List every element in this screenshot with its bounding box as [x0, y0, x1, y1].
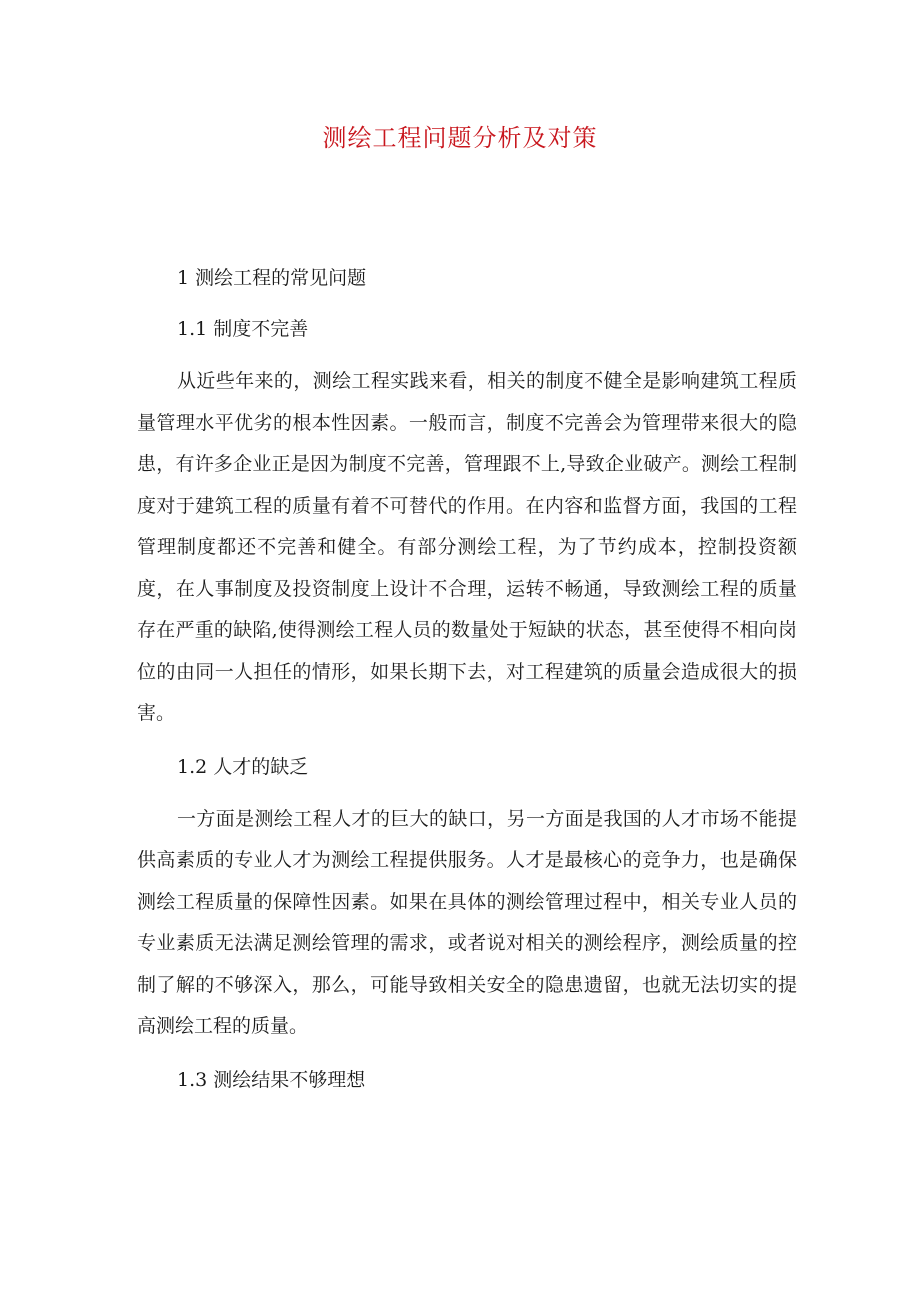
section-heading-1: 1 测绘工程的常见问题 [177, 267, 367, 289]
section-heading-1-2: 1.2 人才的缺乏 [177, 755, 309, 778]
document-body [137, 259, 797, 1112]
document-title: 测绘工程问题分析及对策 [322, 124, 598, 152]
paragraph-institution: 从近些年来的，测绘工程实践来看，相关的制度不健全是影响建筑工程质量管理水平优劣的根本性因素。一般而言，制度不完善会为管理带来很大的隐患，有许多企业正是因为制度不完善，管理跟不上,导致企业破产。测绘工程制度对于建筑工程的质量有着不可替代的作用。在内容和监督方面，我国的工程管理制度都还不完善和健全。有部分测绘工程，为了节约成本，控制投资额度，在人事制度及投资制度上设计不合理，运转不畅通，导致测绘工程的质量存在严重的缺陷,使得测绘工程人员的数量处于短缺的状态，甚至使得不相向岗位的由同一人担任的情形，如果长期下去，对工程建筑的质量会造成很大的损害。 [137, 370, 797, 724]
section-heading-1-3: 1.3 测绘结果不够理想 [177, 1068, 366, 1091]
section-heading-1-1: 1.1 制度不完善 [177, 318, 309, 340]
paragraph-talent: 一方面是测绘工程人才的巨大的缺口，另一方面是我国的人才市场不能提供高素质的专业人才为测绘工程提供服务。人才是最核心的竞争力，也是确保测绘工程质量的保障性因素。如果在具体的测绘管理过程中，相关专业人员的专业素质无法满足测绘管理的需求，或者说对相关的测绘程序，测绘质量的控制了解的不够深入，那么，可能导致相关安全的隐患遗留，也就无法切实的提高测绘工程的质量。 [137, 807, 797, 1037]
